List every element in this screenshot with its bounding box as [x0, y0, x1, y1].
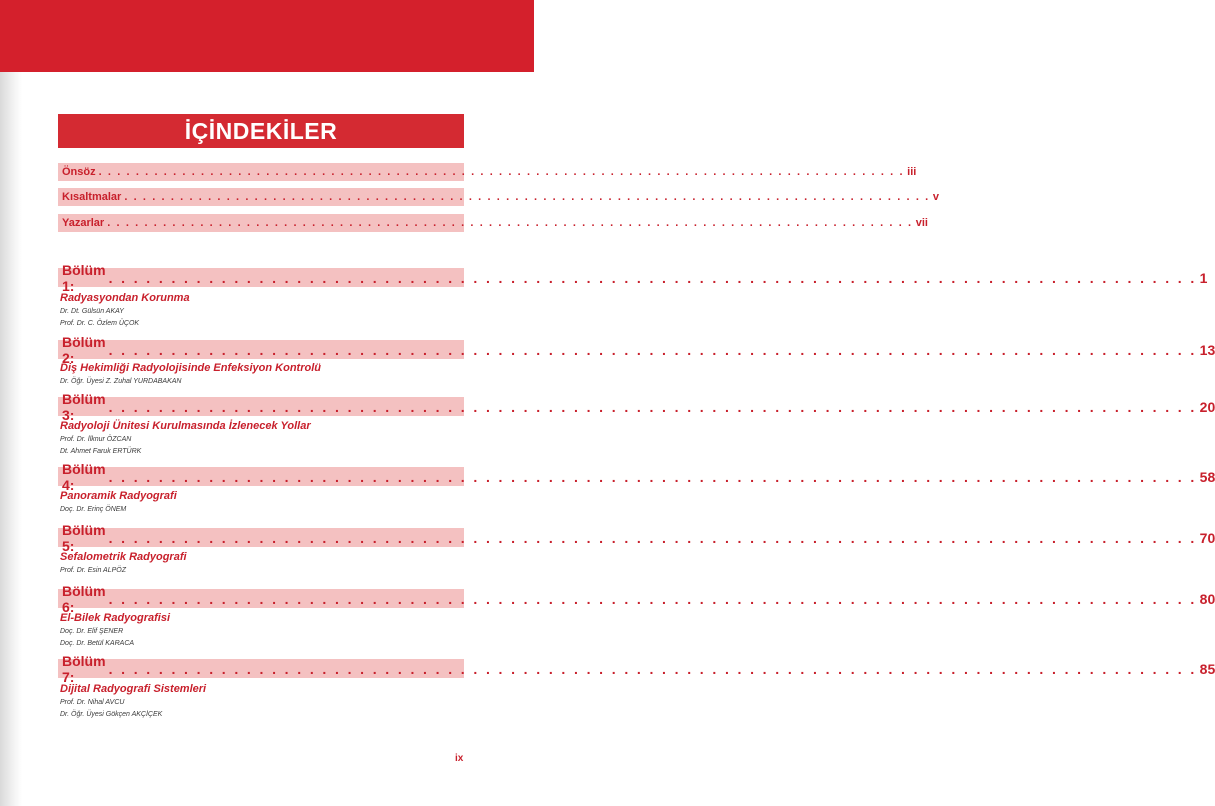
- page-title: İÇİNDEKİLER: [184, 117, 338, 144]
- chapter-title[interactable]: Sefalometrik Radyografi: [60, 551, 187, 563]
- chapter-author: Prof. Dr. Nihal AVCU: [60, 699, 125, 706]
- toc-entry-page: v: [932, 191, 939, 203]
- chapter-author: Prof. Dr. İlknur ÖZCAN: [60, 436, 132, 443]
- chapter-label: Bölüm 3:: [62, 390, 106, 423]
- leader-dots: . . . . . . . . . . . . . . . . . . . . . . . . . . . . . . . . . . . . . . . . . . . . . . . . . . . . . . . . . . . . . . . . . . . . . . . . . . . . . . . . . . . . . . .: [108, 660, 1197, 677]
- chapter-bar-6[interactable]: [58, 582, 1215, 615]
- chapter-bar-4[interactable]: [58, 460, 1215, 493]
- chapter-label: Bölüm 6:: [62, 582, 106, 615]
- chapter-title[interactable]: Diş Hekimliği Radyolojisinde Enfeksiyon Kontrolü: [60, 362, 321, 374]
- leader-dots: . . . . . . . . . . . . . . . . . . . . . . . . . . . . . . . . . . . . . . . . . . . . . . . . . . . . . . . . . . . . . . . . . . . . . . . . . . . . . . . . . . . . . . .: [124, 191, 930, 203]
- chapter-title[interactable]: Radyasyondan Korunma: [60, 292, 190, 304]
- chapter-page: 58: [1199, 468, 1215, 485]
- leader-dots: . . . . . . . . . . . . . . . . . . . . . . . . . . . . . . . . . . . . . . . . . . . . . . . . . . . . . . . . . . . . . . . . . . . . . . . . . . . . . . . . . . . . . . .: [108, 398, 1197, 415]
- chapter-page: 70: [1199, 529, 1215, 546]
- chapter-page: 1: [1199, 269, 1208, 286]
- chapter-author: Prof. Dr. C. Özlem ÜÇOK: [60, 320, 140, 327]
- leader-dots: . . . . . . . . . . . . . . . . . . . . . . . . . . . . . . . . . . . . . . . . . . . . . . . . . . . . . . . . . . . . . . . . . . . . . . . . . . . . . . . . . . . . . . .: [108, 269, 1197, 286]
- chapter-author: Dt. Ahmet Faruk ERTÜRK: [60, 448, 142, 455]
- leader-dots: . . . . . . . . . . . . . . . . . . . . . . . . . . . . . . . . . . . . . . . . . . . . . . . . . . . . . . . . . . . . . . . . . . . . . . . . . . . . . . . . . . . . . . .: [108, 341, 1197, 358]
- chapter-page: 85: [1199, 660, 1215, 677]
- page-number: ix: [455, 753, 464, 764]
- chapter-author: Doç. Dr. Betül KARACA: [60, 640, 135, 647]
- chapter-label: Bölüm 2:: [62, 333, 106, 366]
- toc-entry-page: iii: [907, 166, 917, 178]
- chapter-author: Prof. Dr. Esin ALPÖZ: [60, 567, 126, 574]
- chapter-label: Bölüm 7:: [62, 652, 106, 685]
- chapter-page: 13: [1199, 341, 1215, 358]
- toc-entry-yazarlar[interactable]: [58, 214, 928, 232]
- toc-entry-label: Yazarlar: [62, 217, 105, 229]
- page-title-bar: [58, 114, 464, 148]
- chapter-title[interactable]: Panoramik Radyografi: [60, 490, 177, 502]
- chapter-author: Dr. Öğr. Üyesi Z. Zuhal YURDABAKAN: [60, 378, 182, 385]
- chapter-page: 20: [1199, 398, 1215, 415]
- chapter-title[interactable]: Dijital Radyografi Sistemleri: [60, 683, 207, 695]
- leader-dots: . . . . . . . . . . . . . . . . . . . . . . . . . . . . . . . . . . . . . . . . . . . . . . . . . . . . . . . . . . . . . . . . . . . . . . . . . . . . . . . . . . . . . . .: [108, 468, 1197, 485]
- chapter-author: Doç. Dr. Erinç ÖNEM: [60, 506, 127, 513]
- leader-dots: . . . . . . . . . . . . . . . . . . . . . . . . . . . . . . . . . . . . . . . . . . . . . . . . . . . . . . . . . . . . . . . . . . . . . . . . . . . . . . . . . . . . . . .: [98, 166, 905, 178]
- leader-dots: . . . . . . . . . . . . . . . . . . . . . . . . . . . . . . . . . . . . . . . . . . . . . . . . . . . . . . . . . . . . . . . . . . . . . . . . . . . . . . . . . . . . . . .: [107, 217, 913, 229]
- chapter-bar-7[interactable]: [58, 652, 1215, 685]
- leader-dots: . . . . . . . . . . . . . . . . . . . . . . . . . . . . . . . . . . . . . . . . . . . . . . . . . . . . . . . . . . . . . . . . . . . . . . . . . . . . . . . . . . . . . . .: [108, 529, 1197, 546]
- chapter-author: Dr. Öğr. Üyesi Gökçen AKÇİÇEK: [60, 711, 163, 718]
- chapter-label: Bölüm 1:: [62, 261, 106, 294]
- chapter-author: Dr. Dt. Gülsün AKAY: [60, 308, 124, 315]
- chapter-author: Doç. Dr. Elif ŞENER: [60, 628, 124, 635]
- toc-entry-onsoz[interactable]: [58, 163, 917, 181]
- toc-entry-label: Önsöz: [62, 166, 96, 178]
- chapter-title[interactable]: Radyoloji Ünitesi Kurulmasında İzlenecek Yollar: [60, 420, 311, 432]
- header-band: [0, 0, 534, 72]
- chapter-bar-3[interactable]: [58, 390, 1215, 423]
- page-edge-shadow: [0, 0, 22, 806]
- toc-entry-page: vii: [915, 217, 928, 229]
- chapter-title[interactable]: El-Bilek Radyografisi: [60, 612, 171, 624]
- chapter-bar-1[interactable]: [58, 261, 1208, 294]
- chapter-page: 80: [1199, 590, 1215, 607]
- chapter-label: Bölüm 5:: [62, 521, 106, 554]
- leader-dots: . . . . . . . . . . . . . . . . . . . . . . . . . . . . . . . . . . . . . . . . . . . . . . . . . . . . . . . . . . . . . . . . . . . . . . . . . . . . . . . . . . . . . . .: [108, 590, 1197, 607]
- chapter-bar-5[interactable]: [58, 521, 1215, 554]
- chapter-label: Bölüm 4:: [62, 460, 106, 493]
- chapter-bar-2[interactable]: [58, 333, 1215, 366]
- toc-entry-kisaltmalar[interactable]: [58, 188, 939, 206]
- toc-entry-label: Kısaltmalar: [62, 191, 122, 203]
